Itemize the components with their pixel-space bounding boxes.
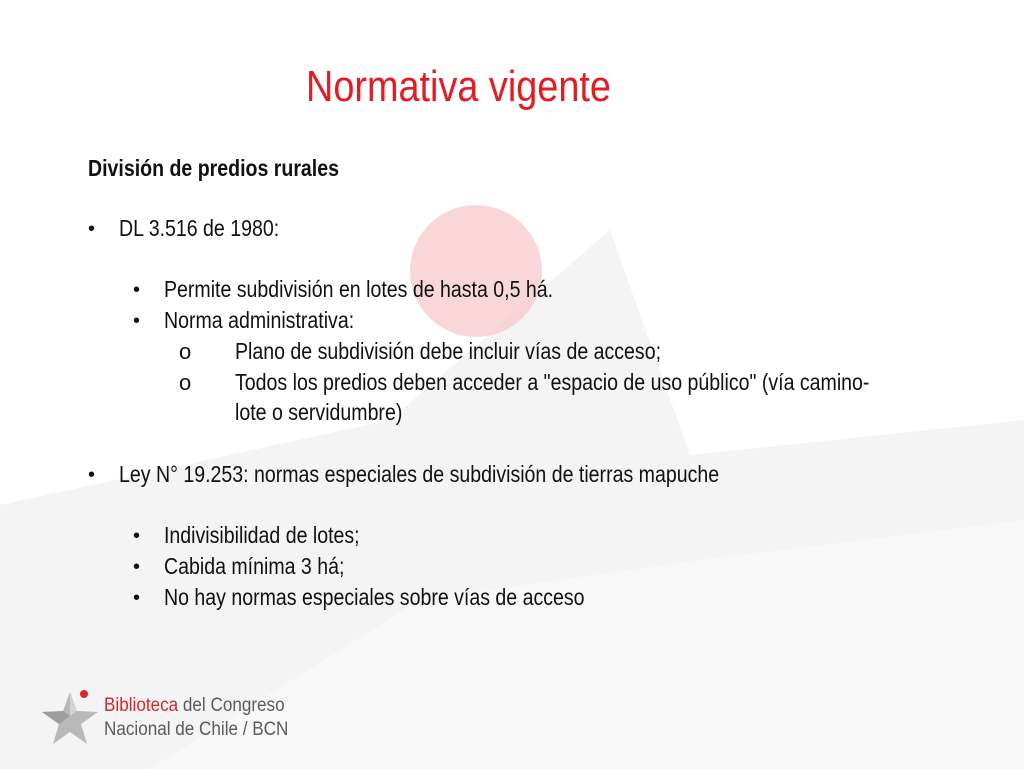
logo-word-congreso: del Congreso	[178, 695, 285, 716]
bcn-logo	[40, 686, 289, 756]
bullet-icon: •	[133, 279, 141, 301]
sub-list-item: Todos los predios deben acceder a "espacio de uso público" (vía camino-	[235, 369, 870, 395]
bullet-icon: •	[133, 587, 141, 609]
section-subtitle: División de predios rurales	[88, 155, 339, 181]
sub-list-item-continuation: lote o servidumbre)	[235, 399, 403, 425]
list-item: Norma administrativa:	[164, 307, 355, 333]
bullet-icon: •	[133, 310, 141, 332]
page-title: Normativa vigente	[306, 62, 611, 111]
circle-bullet-icon: o	[179, 339, 192, 364]
list-heading: Ley N° 19.253: normas especiales de subdivisión de tierras mapuche	[119, 461, 720, 487]
logo-wordmark	[104, 694, 288, 742]
logo-line-1	[104, 694, 288, 718]
list-item: No hay normas especiales sobre vías de acceso	[164, 584, 585, 610]
star-logo-icon	[40, 686, 102, 750]
circle-bullet-icon: o	[179, 370, 192, 395]
sub-list-item: Plano de subdivisión debe incluir vías de acceso;	[235, 338, 662, 364]
list-heading: DL 3.516 de 1980:	[119, 215, 280, 241]
list-item: Indivisibilidad de lotes;	[164, 522, 360, 548]
bullet-icon: •	[88, 218, 96, 240]
list-item: Permite subdivisión en lotes de hasta 0,5 há.	[164, 276, 554, 302]
bullet-icon: •	[133, 556, 141, 578]
logo-word-biblioteca: Biblioteca	[104, 695, 179, 716]
list-item: Cabida mínima 3 há;	[164, 553, 345, 579]
logo-line-2: Nacional de Chile / BCN	[104, 719, 289, 740]
bullet-icon: •	[133, 525, 141, 547]
bullet-icon: •	[88, 464, 96, 486]
